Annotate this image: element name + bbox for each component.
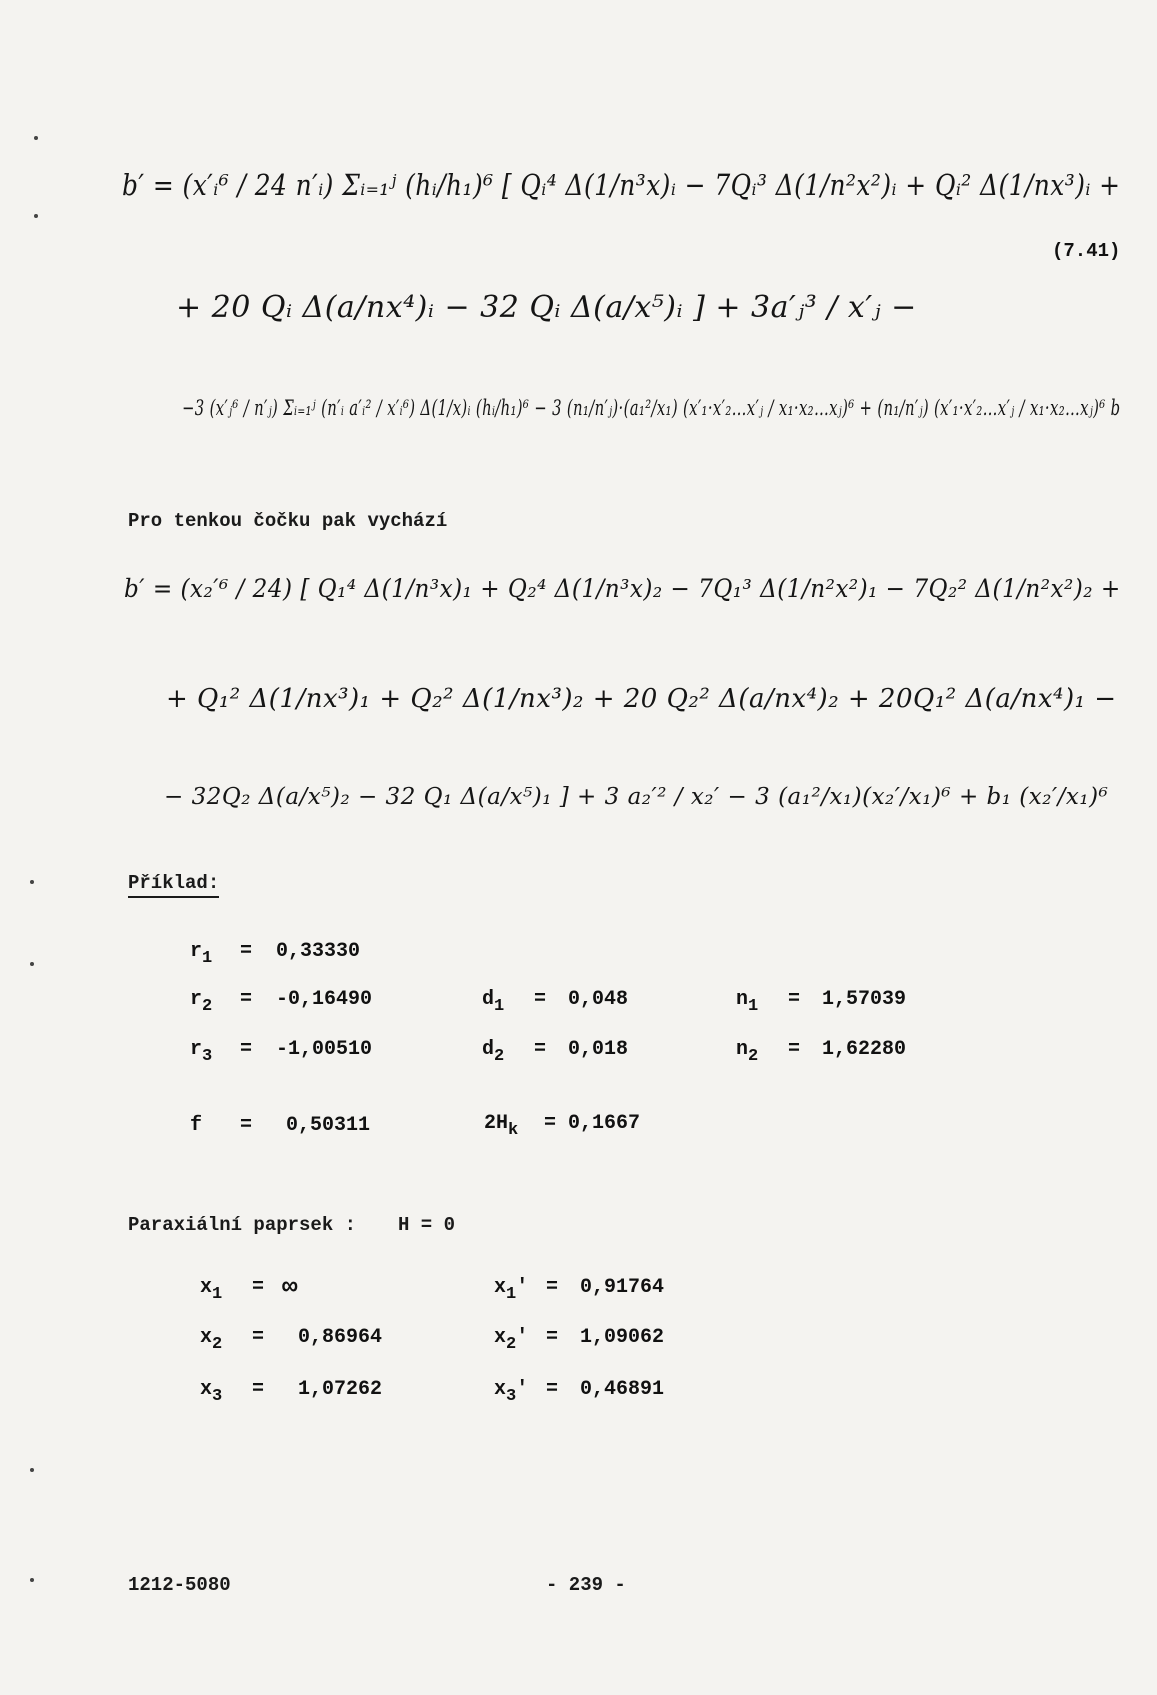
var-r2: $r_2$ <box>190 988 213 1016</box>
thin-lens-intro: Pro tenkou čočku pak vychází <box>128 510 448 532</box>
equals-sign: = <box>788 1038 801 1061</box>
var-n2: $n_2$ <box>736 1038 759 1066</box>
value-x2: 0,86964 <box>298 1326 383 1349</box>
equals-sign: = <box>240 1038 253 1061</box>
equals-sign: = <box>534 988 547 1011</box>
equals-sign: = <box>252 1326 265 1349</box>
formula-thin-line-3: − 32Q₂ Δ(a/x⁵)₂ − 32 Q₁ Δ(a/x⁵)₁ ] + 3 a₂′² / x₂′ − 3 (a₁²/x₁)(x₂′/x₁)⁶ + b₁ (x₂′/x₁)⁶ <box>164 784 1109 810</box>
equals-sign: = <box>240 1114 253 1137</box>
var-x2-prime: $x_2'$ <box>494 1326 529 1354</box>
equals-sign: = <box>252 1276 265 1299</box>
var-x2: $x_2$ <box>200 1326 223 1354</box>
var-d2: $d_2$ <box>482 1038 505 1066</box>
var-x1: $x_1$ <box>200 1276 223 1304</box>
document-code: 1212-5080 <box>128 1574 231 1596</box>
value-f: 0,50311 <box>286 1114 371 1137</box>
equation-number: (7.41) <box>1052 240 1121 262</box>
var-f: f <box>190 1114 203 1137</box>
formula-general-line-1: b′ = (x′ᵢ⁶ / 24 n′ᵢ) Σᵢ₌₁ʲ (hᵢ/h₁)⁶ [ Qᵢ⁴ Δ(1/n³x)ᵢ − 7Qᵢ³ Δ(1/n²x²)ᵢ + Qᵢ² Δ(1/nx³)ᵢ + <box>122 168 1121 202</box>
var-x3: $x_3$ <box>200 1378 223 1406</box>
value-n2: 1,62280 <box>822 1038 907 1061</box>
equals-sign: = <box>240 988 253 1011</box>
var-n1: $n_1$ <box>736 988 759 1016</box>
equals-sign: = <box>534 1038 547 1061</box>
equals-sign: = <box>240 940 253 963</box>
var-2hk: $2H_k$ <box>484 1112 519 1140</box>
var-r1: $r_1$ <box>190 940 213 968</box>
paraxial-condition: H = 0 <box>398 1214 456 1236</box>
formula-thin-line-2: + Q₁² Δ(1/nx³)₁ + Q₂² Δ(1/nx³)₂ + 20 Q₂² Δ(a/nx⁴)₂ + 20Q₁² Δ(a/nx⁴)₁ − <box>166 684 1117 714</box>
var-x1-prime: $x_1'$ <box>494 1276 529 1304</box>
equals-sign: = <box>546 1378 559 1401</box>
formula-general-line-3: −3 (x′ⱼ⁶ / n′ⱼ) Σᵢ₌₁ʲ (n′ᵢ a′ᵢ² / x′ᵢ⁶) Δ(1/x)ᵢ (hᵢ/h₁)⁶ − 3 (n₁/n′ⱼ)·(a₁²/x₁) (x′₁·x′₂…x′ⱼ / x₁·x₂…xⱼ)⁶ + (n₁/n′ⱼ) (x′₁·x′₂…x′ⱼ / x₁·x₂…xⱼ)⁶ b <box>182 396 1121 420</box>
equals-sign: = <box>544 1112 557 1135</box>
formula-general-line-2: + 20 Qᵢ Δ(a/nx⁴)ᵢ − 32 Qᵢ Δ(a/x⁵)ᵢ ] + 3a′ⱼ³ / x′ⱼ − <box>176 290 917 325</box>
value-x3: 1,07262 <box>298 1378 383 1401</box>
paraxial-heading: Paraxiální paprsek : <box>128 1214 357 1236</box>
value-n1: 1,57039 <box>822 988 907 1011</box>
value-x1-prime: 0,91764 <box>580 1276 665 1299</box>
var-x3-prime: $x_3'$ <box>494 1378 529 1406</box>
example-heading: Příklad: <box>128 872 219 898</box>
value-x1: ∞ <box>282 1272 298 1302</box>
scan-speck <box>30 1578 34 1582</box>
value-d2: 0,018 <box>568 1038 629 1061</box>
var-r3: $r_3$ <box>190 1038 213 1066</box>
equals-sign: = <box>546 1326 559 1349</box>
value-r1: 0,33330 <box>276 940 361 963</box>
value-x2-prime: 1,09062 <box>580 1326 665 1349</box>
value-2hk: 0,1667 <box>568 1112 641 1135</box>
var-d1: $d_1$ <box>482 988 505 1016</box>
scan-speck <box>34 214 38 218</box>
value-x3-prime: 0,46891 <box>580 1378 665 1401</box>
value-d1: 0,048 <box>568 988 629 1011</box>
scan-speck <box>34 136 38 140</box>
equals-sign: = <box>252 1378 265 1401</box>
equals-sign: = <box>788 988 801 1011</box>
equals-sign: = <box>546 1276 559 1299</box>
value-r3: -1,00510 <box>276 1038 373 1061</box>
page-number: - 239 - <box>546 1574 626 1596</box>
value-r2: -0,16490 <box>276 988 373 1011</box>
scan-speck <box>30 880 34 884</box>
scan-speck <box>30 1468 34 1472</box>
formula-thin-line-1: b′ = (x₂′⁶ / 24) [ Q₁⁴ Δ(1/n³x)₁ + Q₂⁴ Δ(1/n³x)₂ − 7Q₁³ Δ(1/n²x²)₁ − 7Q₂² Δ(1/n²x²)₂ + <box>124 574 1121 603</box>
scan-speck <box>30 962 34 966</box>
